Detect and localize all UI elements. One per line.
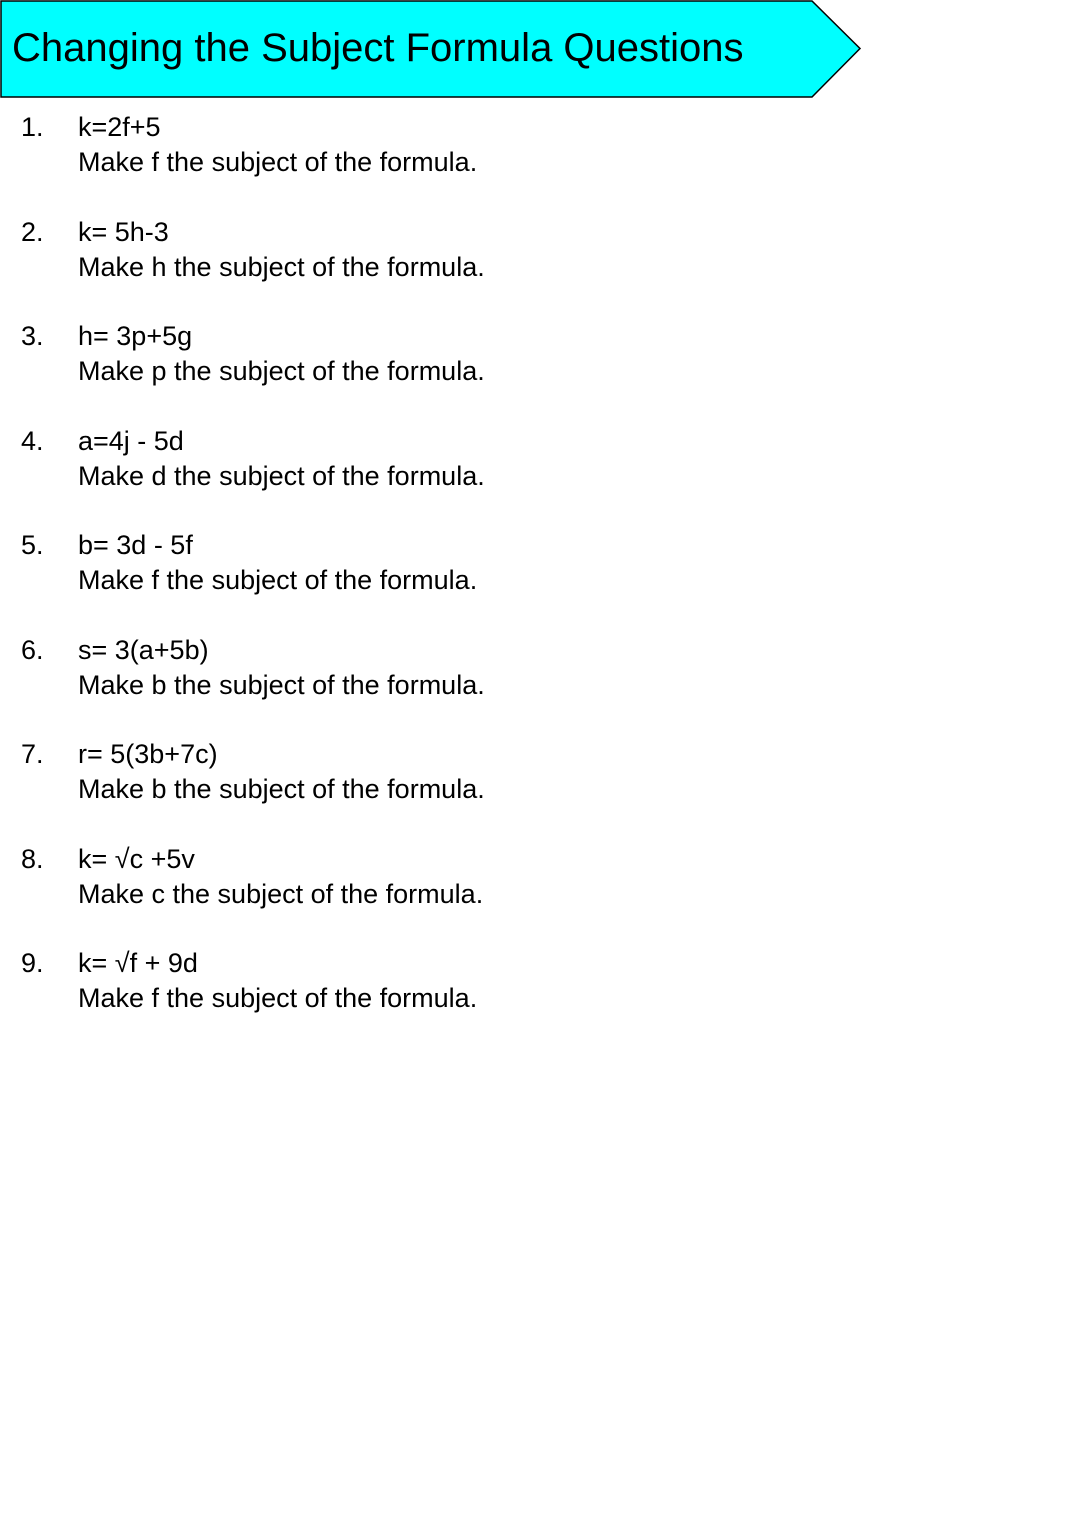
question-formula: h= 3p+5g <box>78 321 193 351</box>
question-item <box>0 528 1080 633</box>
question-list <box>0 110 1080 1051</box>
question-number: 3. <box>21 321 44 351</box>
question-item <box>0 633 1080 738</box>
question-item <box>0 110 1080 215</box>
question-formula: k= √c +5v <box>78 843 195 874</box>
question-item <box>0 842 1080 947</box>
question-instruction: Make d the subject of the formula. <box>78 460 485 491</box>
question-item <box>0 737 1080 842</box>
question-formula: k= 5h-3 <box>78 216 169 247</box>
question-instruction: Make c the subject of the formula. <box>78 878 484 909</box>
question-number: 8. <box>21 843 44 874</box>
question-number: 2. <box>21 216 44 247</box>
question-instruction: Make b the subject of the formula. <box>78 774 485 804</box>
question-number: 6. <box>21 634 44 665</box>
question-item <box>0 946 1080 1051</box>
question-instruction: Make f the subject of the formula. <box>78 147 478 177</box>
page-title: Changing the Subject Formula Questions <box>12 26 744 70</box>
question-formula: a=4j - 5d <box>78 425 184 456</box>
question-instruction: Make p the subject of the formula. <box>78 356 485 386</box>
question-formula: k= √f + 9d <box>78 948 198 978</box>
question-instruction: Make b the subject of the formula. <box>78 669 485 700</box>
question-item <box>0 319 1080 424</box>
question-instruction: Make f the subject of the formula. <box>78 565 478 595</box>
question-formula: b= 3d - 5f <box>78 530 193 560</box>
question-number: 9. <box>21 948 44 978</box>
question-item <box>0 424 1080 529</box>
question-formula: k=2f+5 <box>78 112 161 142</box>
question-number: 4. <box>21 425 44 456</box>
question-item <box>0 215 1080 320</box>
title-banner <box>0 0 862 98</box>
question-formula: r= 5(3b+7c) <box>78 739 218 769</box>
question-instruction: Make h the subject of the formula. <box>78 251 485 282</box>
question-number: 1. <box>21 112 44 142</box>
question-number: 7. <box>21 739 44 769</box>
question-number: 5. <box>21 530 44 560</box>
question-formula: s= 3(a+5b) <box>78 634 209 665</box>
question-instruction: Make f the subject of the formula. <box>78 983 478 1013</box>
